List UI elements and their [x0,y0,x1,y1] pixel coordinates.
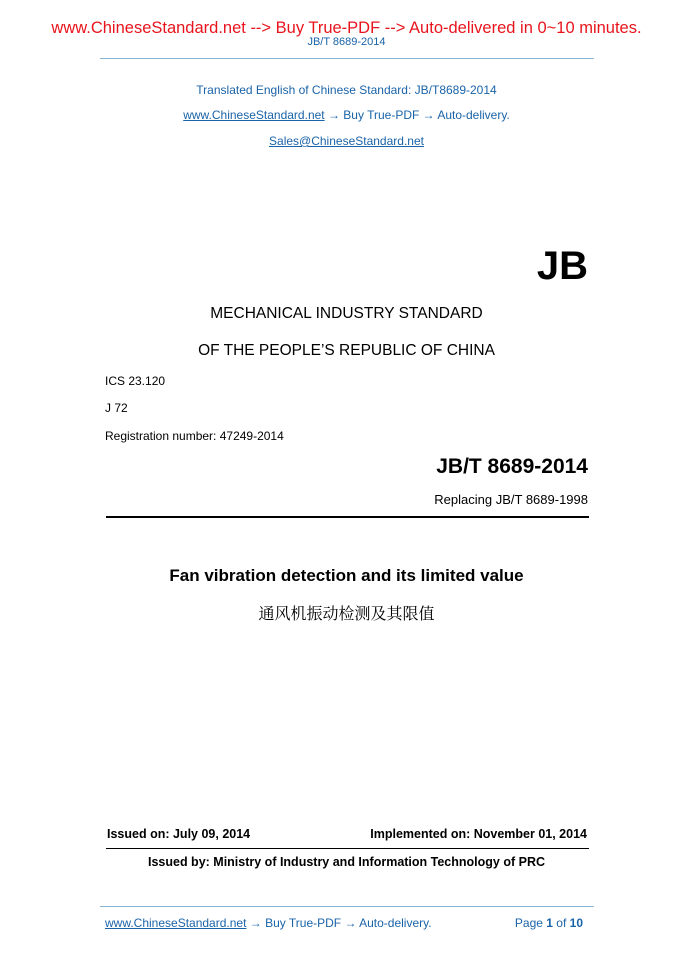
title-english: Fan vibration detection and its limited value [169,566,524,585]
page-of: of [552,916,570,930]
replacing-note: Replacing JB/T 8689-1998 [434,492,588,507]
issued-by: Issued by: Ministry of Industry and Information Technology of PRC [147,855,545,869]
jb-mark: JB [536,244,588,288]
site-link[interactable]: www.ChineseStandard.net [183,108,325,122]
ccs-code: J 72 [105,401,128,415]
ics-code: ICS 23.120 [105,374,166,388]
footer-purchase-line [105,916,432,930]
footer-divider [100,906,594,907]
page-current: 1 [546,916,553,930]
footer-site-link[interactable]: www.ChineseStandard.net [105,916,247,930]
standard-number: JB/T 8689-2014 [436,455,588,478]
issued-on: Issued on: July 09, 2014 [107,827,251,841]
org-line-2: OF THE PEOPLE’S REPUBLIC OF CHINA [198,342,495,359]
org-line-1: MECHANICAL INDUSTRY STANDARD [210,305,483,322]
page-indicator [515,916,583,930]
title-chinese: 通风机振动检测及其限值 [258,604,435,623]
registration-number: Registration number: 47249-2014 [105,429,284,443]
header-divider [100,58,594,59]
footer-purchase-steps: → Buy True-PDF → Auto-delivery. [246,916,432,930]
email-line [0,134,693,148]
promo-banner[interactable]: www.ChineseStandard.net --> Buy True-PDF --> Auto-delivered in 0~10 minutes. [51,19,642,37]
top-rule [106,516,589,518]
translated-notice: Translated English of Chinese Standard: JB/T8689-2014 [196,83,497,97]
header-standard-code: JB/T 8689-2014 [307,36,386,48]
implemented-on: Implemented on: November 01, 2014 [370,827,587,841]
purchase-line [0,108,693,122]
bottom-rule [106,848,589,849]
page-label: Page [514,916,547,930]
page-total: 10 [569,916,583,930]
purchase-steps: → Buy True-PDF → Auto-delivery. [324,108,510,122]
email-link[interactable]: Sales@ChineseStandard.net [269,134,424,148]
